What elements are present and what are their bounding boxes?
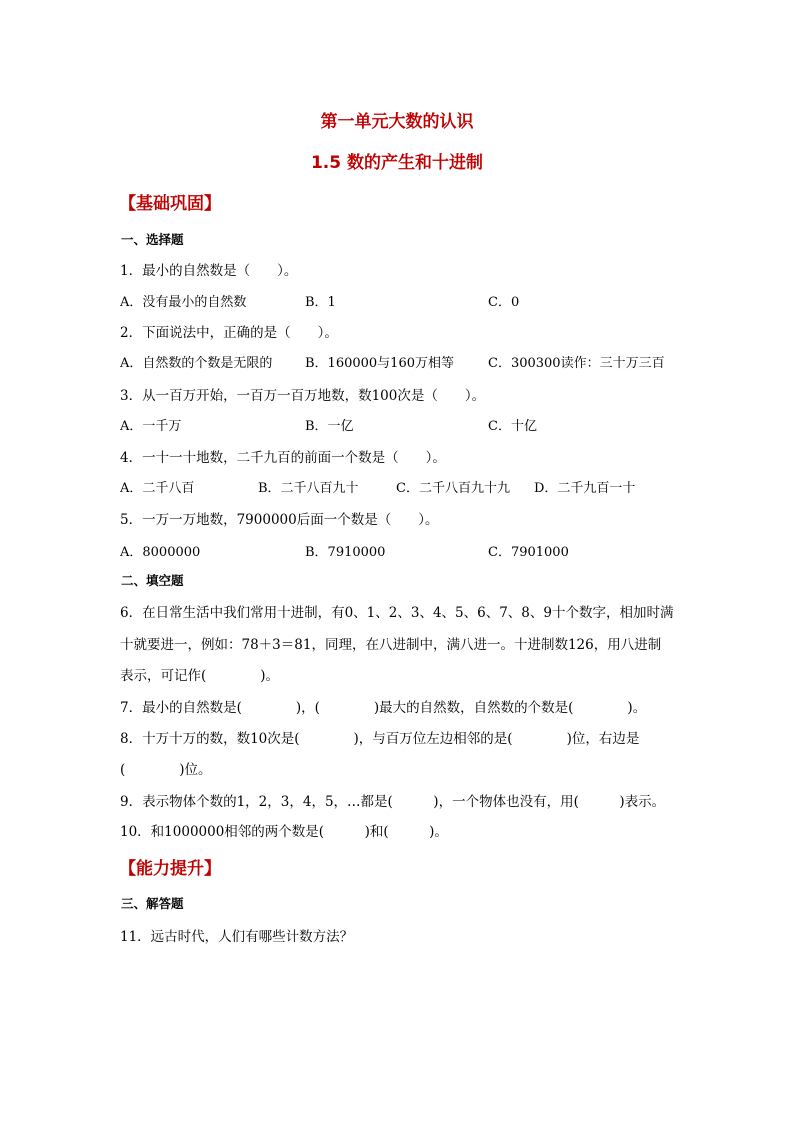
q2-option-a: A．自然数的个数是无限的: [120, 356, 273, 371]
section-advanced-heading: 【能力提升】: [119, 859, 221, 879]
question-2: 2．下面说法中，正确的是（ ）。: [120, 325, 338, 341]
lesson-title: 1.5 数的产生和十进制: [310, 153, 484, 173]
q1-option-a: A．没有最小的自然数: [120, 295, 247, 310]
question-7: 7．最小的自然数是( )，( )最大的自然数，自然数的个数是( )。: [120, 700, 647, 716]
q5-option-b: B．7910000: [305, 545, 386, 560]
question-6-line-2: 十就要进一，例如：78＋3＝81，同理，在八进制中，满八进一。十进制数126，用八进制: [120, 637, 662, 653]
question-5: 5．一万一万地数，7900000后面一个数是（ ）。: [120, 512, 439, 528]
section-basic-heading: 【基础巩固】: [119, 194, 221, 214]
q4-option-b: B．二千八百九十: [258, 481, 359, 496]
question-11: 11．远古时代，人们有哪些计数方法？: [120, 929, 354, 945]
question-8-line-2: ( )位。: [120, 762, 212, 778]
q5-option-a: A．8000000: [120, 545, 201, 560]
question-6-line-3: 表示，可记作( )。: [120, 668, 280, 684]
q2-option-c: C．300300读作：三十万三百: [488, 356, 665, 371]
fill-heading: 二、填空题: [121, 573, 184, 588]
question-10: 10．和1000000相邻的两个数是( )和( )。: [120, 824, 448, 840]
question-8-line-1: 8．十万十万的数，数10次是( )，与百万位左边相邻的是( )位，右边是: [120, 731, 640, 747]
q1-option-c: C．0: [488, 295, 520, 310]
q1-option-b: B．1: [305, 295, 336, 310]
q4-option-c: C．二千八百九十九: [396, 481, 510, 496]
question-3: 3．从一百万开始，一百万一百万地数，数100次是（ ）。: [120, 388, 486, 404]
question-1: 1．最小的自然数是（ ）。: [120, 263, 298, 279]
unit-title: 第一单元大数的认识: [320, 112, 474, 132]
q4-option-a: A．二千八百: [120, 481, 195, 496]
q3-option-c: C．十亿: [488, 419, 537, 434]
question-4: 4．一十一十地数，二千九百的前面一个数是（ ）。: [120, 450, 446, 466]
answer-heading: 三、解答题: [121, 896, 184, 911]
q3-option-a: A．一千万: [120, 419, 182, 434]
q3-option-b: B．一亿: [305, 419, 354, 434]
q5-option-c: C．7901000: [488, 545, 569, 560]
question-6-line-1: 6．在日常生活中我们常用十进制，有0、1、2、3、4、5、6、7、8、9十个数字，相加时满: [120, 605, 674, 621]
choice-heading: 一、选择题: [121, 232, 184, 247]
q2-option-b: B．160000与160万相等: [305, 356, 454, 371]
question-9: 9．表示物体个数的1，2，3，4，5，…都是( )，一个物体也没有，用( )表示。: [120, 794, 666, 810]
q4-option-d: D．二千九百一十: [534, 481, 636, 496]
